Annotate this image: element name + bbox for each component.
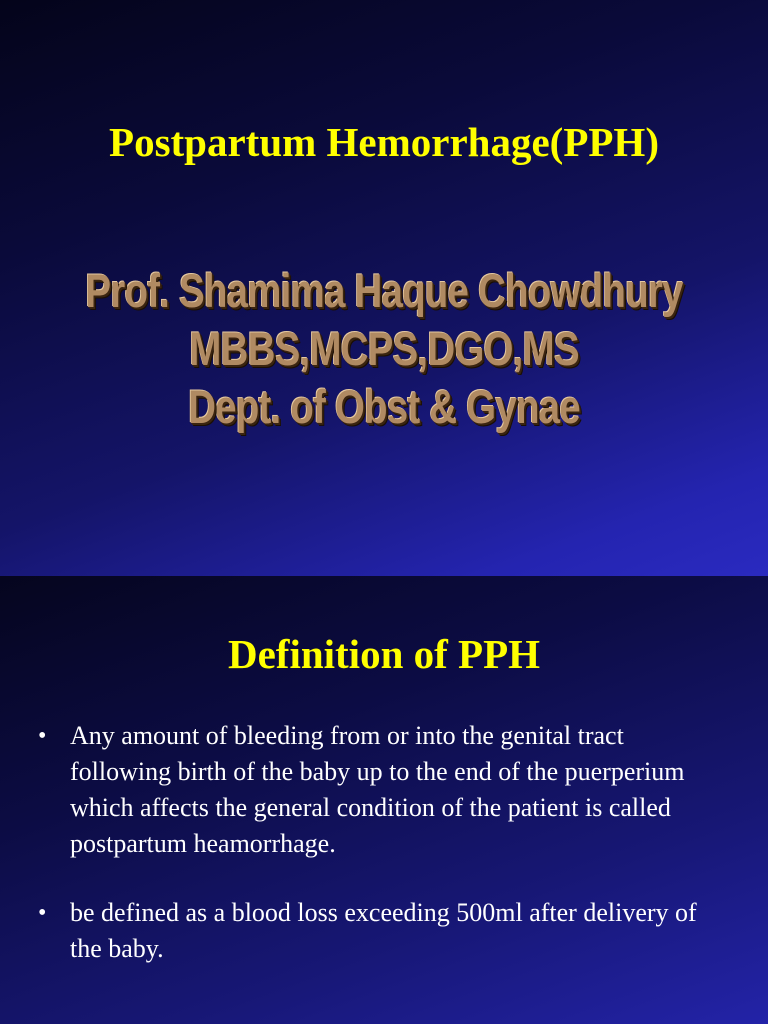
bullet-item bbox=[38, 895, 728, 967]
slide-title: Definition of PPH bbox=[227, 631, 541, 677]
author-degrees: MBBS,MCPS,DGO,MS bbox=[189, 322, 579, 375]
bullet-text: be defined as a blood loss exceeding 500ml after delivery of the baby. bbox=[70, 898, 697, 963]
bullet-list bbox=[38, 718, 728, 1000]
author-department: Dept. of Obst & Gynae bbox=[188, 380, 580, 433]
author-name: Prof. Shamima Haque Chowdhury bbox=[85, 264, 683, 317]
bullet-icon: • bbox=[38, 900, 47, 926]
author-block bbox=[0, 262, 768, 436]
bullet-icon: • bbox=[38, 723, 47, 749]
bullet-item bbox=[38, 718, 728, 862]
bullet-text: Any amount of bleeding from or into the genital tract following birth of the baby up to the end of the puerperium which affects the general condition of the patient is called postpartum heamorrhage. bbox=[70, 721, 685, 858]
presentation-title: Postpartum Hemorrhage(PPH) bbox=[109, 119, 659, 165]
definition-slide bbox=[0, 576, 768, 1024]
